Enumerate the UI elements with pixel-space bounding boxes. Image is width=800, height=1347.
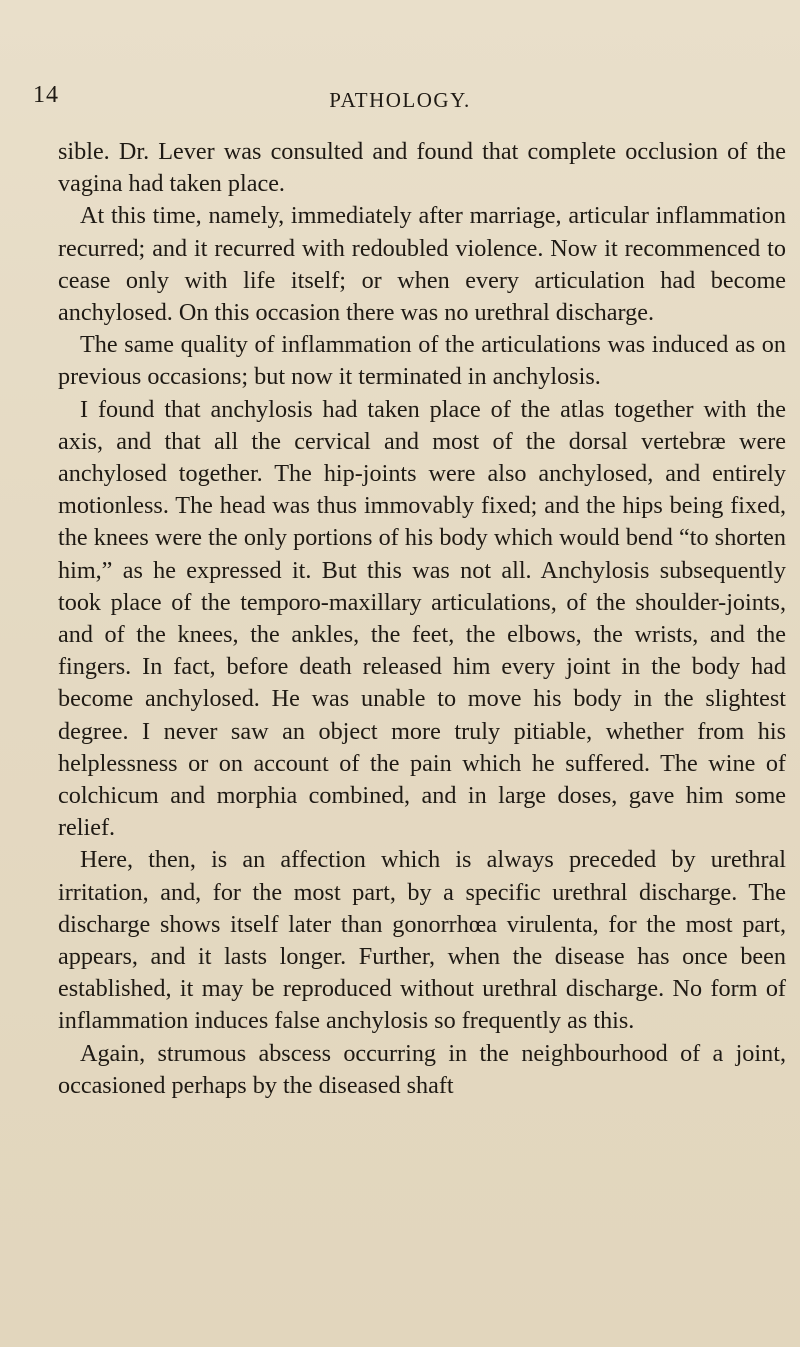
paragraph: Here, then, is an affection which is always preceded by urethral irritation, and, for the most part, by a specific urethral discharge. The discharge shows itself later than gonorrhœa virulenta, for the most part, appears, and it lasts longer. Further, when the disease has once been established, it may be reproduced without urethral discharge. No form of inflammation induces false anchylosis so frequently as this. (58, 846, 786, 1035)
paragraph: The same quality of inflammation of the articulations was induced as on previous occasions; but now it terminated in anchylosis. (58, 331, 786, 391)
paragraph: Again, strumous abscess occurring in the neighbourhood of a joint, occasioned perhaps by the diseased shaft (58, 1039, 786, 1099)
body-text (58, 136, 786, 1102)
paragraph: sible. Dr. Lever was consulted and found that complete occlusion of the vagina had taken place. (58, 138, 786, 198)
running-title: PATHOLOGY. (329, 88, 471, 112)
paragraph: I found that anchylosis had taken place of the atlas together with the axis, and that all the cervical and most of the dorsal vertebræ were anchylosed together. The hip-joints were also anchylosed, and entirely motionless. The head was thus immovably fixed; and the hips being fixed, the knees were the only portions of his body which would bend “to shorten him,” as he expressed it. But this was not all. Anchylosis subsequently took place of the temporo-maxillary articulations, of the shoulder-joints, and of the knees, the ankles, the feet, the elbows, the wrists, and the fingers. In fact, before death released him every joint in the body had become anchylosed. He was unable to move his body in the slightest degree. I never saw an object more truly pitiable, whether from his helplessness or on account of the pain which he suffered. The wine of colchicum and morphia combined, and in large doses, gave him some relief. (58, 395, 786, 842)
page-number: 14 (33, 82, 59, 108)
paragraph: At this time, namely, immediately after marriage, articular inflammation recurred; and it recurred with redoubled violence. Now it recommenced to cease only with life itself; or when every articulation had become anchylosed. On this occasion there was no urethral discharge. (58, 202, 786, 327)
